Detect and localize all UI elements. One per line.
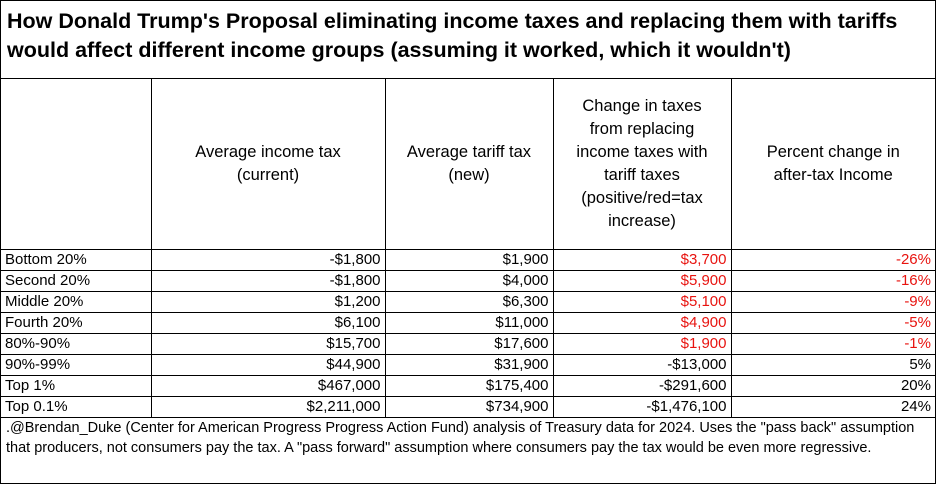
tax-change-cell: $4,900 bbox=[553, 313, 731, 334]
tariff-tax-cell: $6,300 bbox=[385, 292, 553, 313]
tariff-tax-cell: $175,400 bbox=[385, 376, 553, 397]
header-tariff-tax: Average tariff tax (new) bbox=[385, 79, 553, 250]
tax-change-cell: $5,100 bbox=[553, 292, 731, 313]
income-tax-cell: $2,211,000 bbox=[151, 397, 385, 418]
percent-change-cell: -26% bbox=[731, 250, 935, 271]
tax-change-cell: -$291,600 bbox=[553, 376, 731, 397]
income-group-cell: Top 0.1% bbox=[1, 397, 151, 418]
percent-change-cell: 20% bbox=[731, 376, 935, 397]
percent-change-cell: -9% bbox=[731, 292, 935, 313]
tax-change-cell: -$1,476,100 bbox=[553, 397, 731, 418]
percent-change-cell: 5% bbox=[731, 355, 935, 376]
income-tax-cell: -$1,800 bbox=[151, 271, 385, 292]
percent-change-cell: -5% bbox=[731, 313, 935, 334]
table-row bbox=[1, 292, 935, 313]
table-row bbox=[1, 376, 935, 397]
tariff-tax-cell: $11,000 bbox=[385, 313, 553, 334]
income-tax-cell: $6,100 bbox=[151, 313, 385, 334]
income-group-cell: Bottom 20% bbox=[1, 250, 151, 271]
header-group bbox=[1, 79, 151, 250]
income-tariff-table bbox=[1, 79, 935, 418]
tax-change-cell: -$13,000 bbox=[553, 355, 731, 376]
income-group-cell: Fourth 20% bbox=[1, 313, 151, 334]
table-row bbox=[1, 313, 935, 334]
income-group-cell: Middle 20% bbox=[1, 292, 151, 313]
income-group-cell: Second 20% bbox=[1, 271, 151, 292]
tariff-tax-cell: $1,900 bbox=[385, 250, 553, 271]
income-tax-cell: $467,000 bbox=[151, 376, 385, 397]
table-row bbox=[1, 250, 935, 271]
tariff-tax-cell: $734,900 bbox=[385, 397, 553, 418]
income-tax-cell: $1,200 bbox=[151, 292, 385, 313]
table-row bbox=[1, 334, 935, 355]
table-title: How Donald Trump's Proposal eliminating income taxes and replacing them with tariffs would affect different income groups (assuming it worked, which it wouldn't) bbox=[1, 1, 935, 79]
percent-change-cell: -1% bbox=[731, 334, 935, 355]
income-tax-cell: -$1,800 bbox=[151, 250, 385, 271]
income-group-cell: Top 1% bbox=[1, 376, 151, 397]
percent-change-cell: 24% bbox=[731, 397, 935, 418]
header-row bbox=[1, 79, 935, 250]
header-percent-change: Percent change in after-tax Income bbox=[731, 79, 935, 250]
income-tax-cell: $44,900 bbox=[151, 355, 385, 376]
tariff-tax-cell: $4,000 bbox=[385, 271, 553, 292]
income-tax-cell: $15,700 bbox=[151, 334, 385, 355]
tariff-tax-cell: $31,900 bbox=[385, 355, 553, 376]
table-row bbox=[1, 271, 935, 292]
tariff-tax-cell: $17,600 bbox=[385, 334, 553, 355]
footnote: .@Brendan_Duke (Center for American Progress Progress Action Fund) analysis of Treasury data for 2024. Uses the "pass back" assumption that producers, not consumers pay the tax. A "pass forward" assumption where consumers pay the tax would be even more regressive. bbox=[6, 420, 915, 456]
income-group-cell: 80%-90% bbox=[1, 334, 151, 355]
tax-change-cell: $3,700 bbox=[553, 250, 731, 271]
header-change-in-taxes: Change in taxes from replacing income taxes with tariff taxes (positive/red=tax increase) bbox=[553, 79, 731, 250]
tax-change-cell: $5,900 bbox=[553, 271, 731, 292]
tax-change-cell: $1,900 bbox=[553, 334, 731, 355]
income-group-cell: 90%-99% bbox=[1, 355, 151, 376]
percent-change-cell: -16% bbox=[731, 271, 935, 292]
table-row bbox=[1, 355, 935, 376]
header-income-tax: Average income tax (current) bbox=[151, 79, 385, 250]
